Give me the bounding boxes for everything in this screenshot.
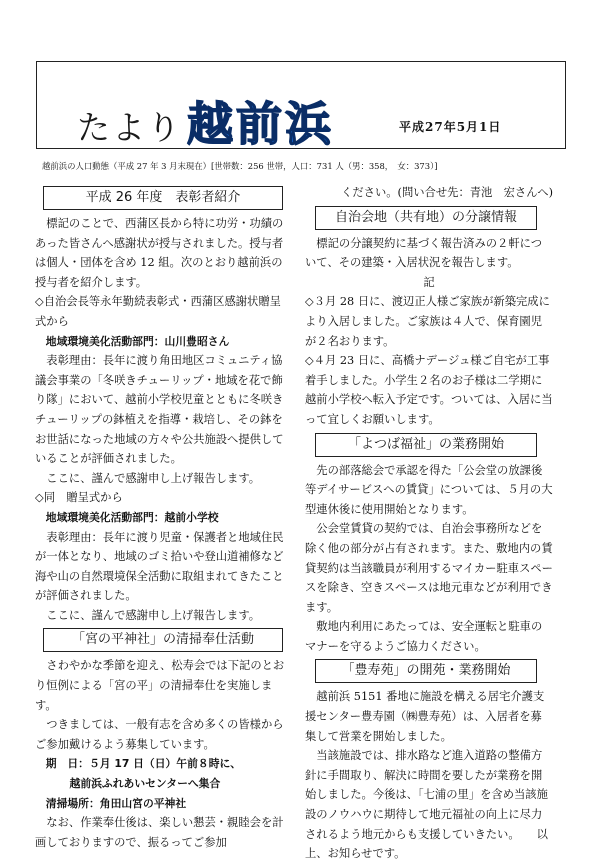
paragraph: ◇４月 23 日に、高橋ナデージュ様ご自宅が工事着手しました。小学生２名のお子様は二学期に越前小学校へ転入予定です。ついては、入居に当って宜しくお願いします。	[305, 354, 553, 426]
paragraph: 敷地内利用にあたっては、安全運転と駐車のマナーを守るようご協力ください。	[305, 620, 543, 653]
paragraph: 表彰理由：長年に渡り児童・保護者と地域住民が一体となり、地域のゴミ拾いや登山道補修など海や山の自然環境保全活動に取組まれてきたことが評価されました。	[35, 530, 284, 603]
paragraph: ください。(問い合せ先：青池 宏さんへ)	[341, 186, 553, 199]
bold-line: 期 日：５月 17 日（日）午前８時に、	[45, 757, 242, 771]
section-title-yotsuba: 「よつば福祉」の業務開始	[315, 433, 537, 457]
masthead	[36, 61, 566, 149]
paragraph: 当該施設では、排水路など進入道路の整備方針に手間取り、解決に時間を要したが業務を開始しました。今後は、「七浦の里」を含め当該施設のノウハウに期待して地元福祉の向上に尽力されるよう地元からも支援していきたい。 以上、お知らせです。	[305, 749, 548, 861]
bold-line: 清掃場所：角田山宮の平神社	[45, 796, 187, 810]
issue-date: 平成27年5月1日	[399, 120, 502, 134]
right-column	[305, 183, 553, 864]
section-title-land: 自治会地（共有地）の分譲情報	[315, 206, 537, 230]
masthead-title: 越前浜	[187, 97, 334, 151]
section-title-houjuen: 「豊寿苑」の開苑・業務開始	[315, 659, 537, 683]
paragraph: ◇自治会長等永年勤続表彰式・西蒲区感謝状贈呈式から	[35, 295, 281, 328]
paragraph: 標記の分譲契約に基づく報告済みの２軒について、その建築・入居状況を報告します。	[305, 236, 543, 270]
paragraph: 先の部落総会で承認を得た「公会堂の放課後等デイサービスへの賃貸」については、５月の大型連休後に使用開始となります。	[305, 463, 553, 516]
paragraph: ◇３月 28 日に、渡辺正人様ご家族が新築完成により入居しました。ご家族は４人で、保育園児が２名おります。	[305, 295, 550, 348]
left-column	[35, 183, 291, 852]
ki-mark: 記	[423, 275, 435, 289]
paragraph: 越前浜 5151 番地に施設を構える居宅介護支援センター豊寿園（㈱豊寿苑）は、入居者を募集して営業を開始しました。	[305, 690, 545, 743]
paragraph: 表彰理由：長年に渡り角田地区コミュニティ協議会事業の「冬咲きチューリップ・地域を花で飾り隊」において、越前小学校児童とともに冬咲きチューリップの鉢植えを指導・栽培し、その鉢をお世話になった地域の方々や公共施設へ提供していることが評価されました。	[35, 354, 284, 466]
population-line: 越前浜の人口動態（平成 27 年 3 月末現在）[世帯数：256 世帯，人口：731 人（男：358， 女：373）]	[42, 161, 438, 171]
section-title-awards: 平成 26 年度 表彰者紹介	[43, 186, 283, 210]
paragraph: 公会堂賃貸の契約では、自治会事務所などを除く他の部分が占有されます。また、敷地内の賃貸契約は当該職員が利用するマイカー駐車スペースを除き、空きスペースは地元車などが利用できます。	[305, 522, 553, 614]
bold-line: 越前浜ふれあいセンターへ集合	[69, 777, 221, 791]
masthead-tayori: たより	[77, 108, 182, 147]
bold-line: 地域環境美化活動部門：越前小学校	[45, 510, 219, 524]
paragraph: ◇同 贈呈式から	[35, 491, 123, 505]
paragraph: つきましては、一般有志を含め多くの皆様からご参加戴けるよう募集しています。	[35, 718, 284, 751]
paragraph: ここに、謹んで感謝申し上げ報告します。	[46, 471, 261, 485]
paragraph: ここに、謹んで感謝申し上げ報告します。	[46, 608, 261, 622]
paragraph: なお、作業奉仕後は、楽しい懇芸・親睦会を計画しておりますので、振るってご参加	[35, 816, 284, 849]
paragraph: さわやかな季節を迎え、松寿会では下記のとおり恒例による「宮の平」の清掃奉仕を実施します。	[35, 659, 285, 712]
bold-line: 地域環境美化活動部門：山川豊昭さん	[45, 334, 230, 348]
section-title-shrine: 「宮の平神社」の清掃奉仕活動	[43, 628, 283, 652]
paragraph: 標記のことで、西蒲区長から特に功労・功績のあった皆さんへ感謝状が授与されました。授与者は個人・団体を含め 12 組。次のとおり越前浜の授与者を紹介します。	[35, 217, 284, 289]
